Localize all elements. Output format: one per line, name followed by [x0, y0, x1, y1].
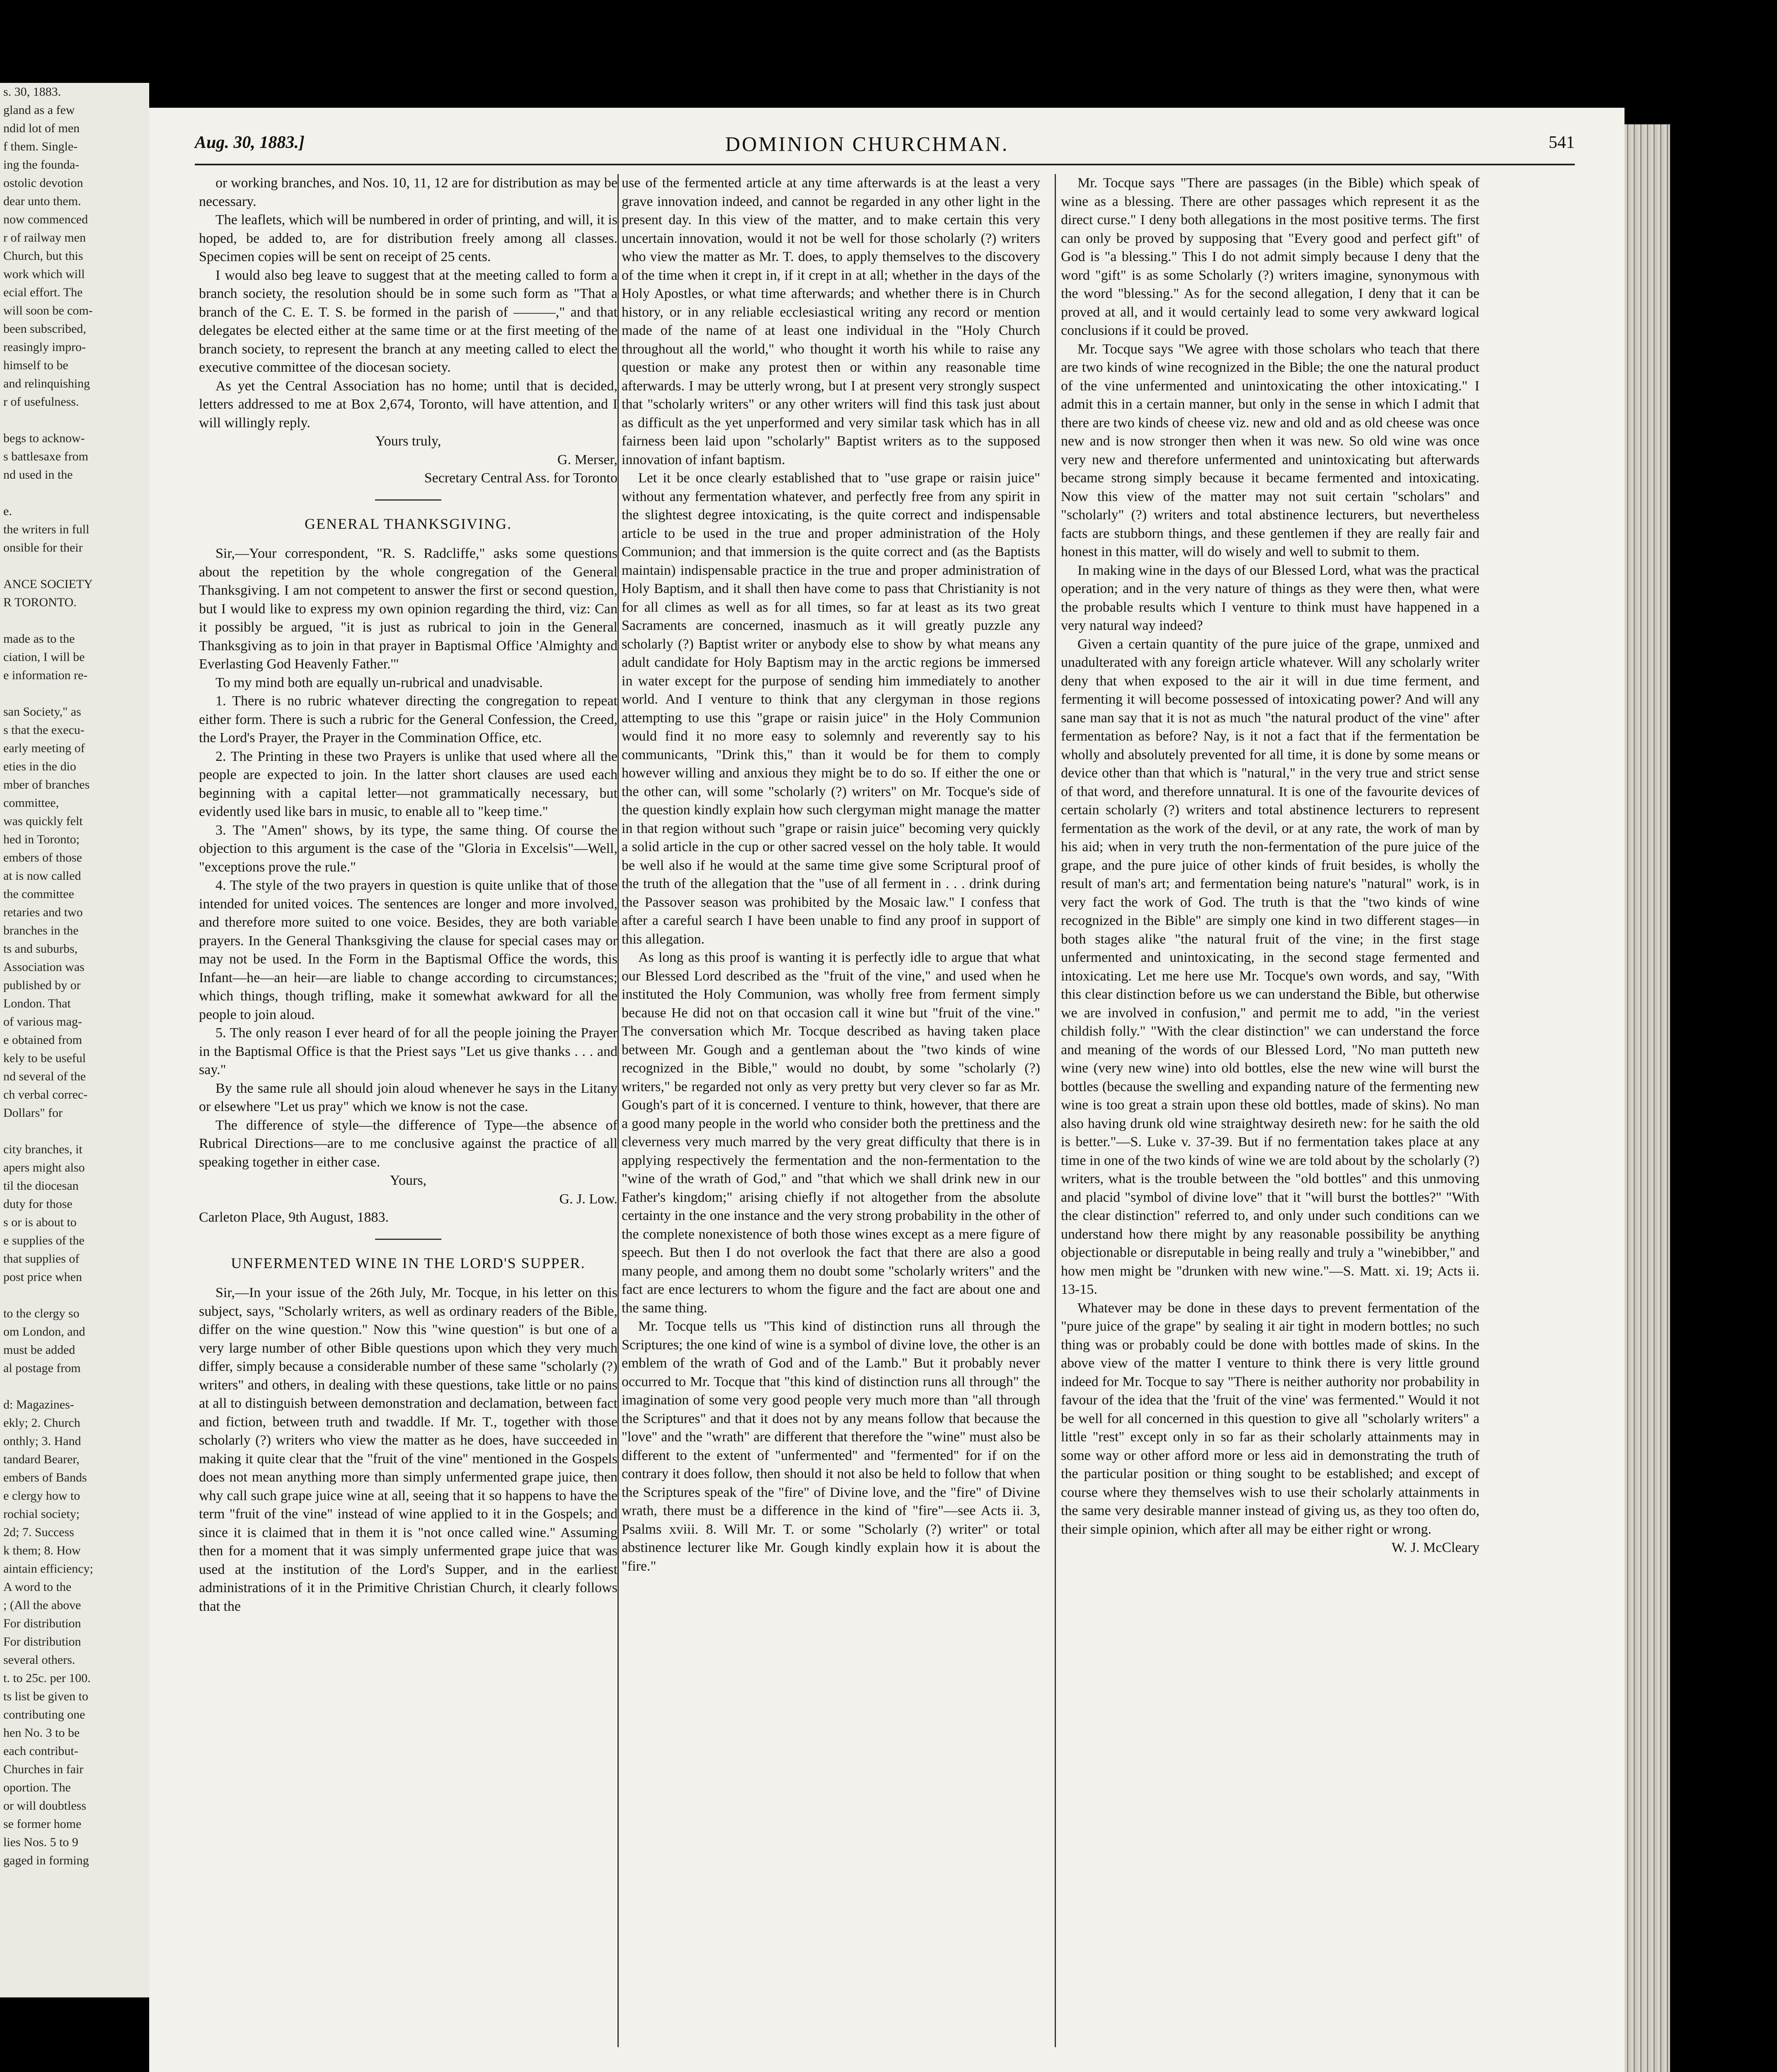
paragraph: Mr. Tocque tells us "This kind of distinction runs all through the Scriptures; the one kind of wine is a symbol of divine love, the other is an emblem of the wrath of God and of the Lamb." But it probably never occurred to Mr. Tocque that "this kind of distinction runs all through" the imagination of some very good people very much more than "all through the Scriptures" and that it does not by any means follow that because the "love" and the "wrath" are different that therefore the "wine" must also be different to the extent of "unfermented" and "fermented" for if on the contrary it does follow, then should it not also be held to follow that when the Scriptures speak of the "fire" of Divine love, and the "fire" of Divine wrath, there must be a difference in the kind of "fire"—see Acts ii. 3, Psalms xviii. 8. Will Mr. T. or some "Scholarly (?) writer" or total abstinence lecturer like Mr. Gough kindly explain how it is about the "fire." — [622, 1319, 1040, 1574]
gutter-text-line: mber of branches — [3, 778, 90, 792]
gutter-text-line: e obtained from — [3, 1033, 82, 1047]
gutter-text-line — [3, 557, 149, 575]
paragraph: The difference of style—the difference of Type—the absence of Rubrical Directions—are to me conclusive against the practice of all speaking together in either case. — [199, 1117, 617, 1170]
page-header — [195, 128, 1575, 162]
gutter-text-line: Churches in fair — [3, 1762, 84, 1776]
paragraph: 2. The Printing in these two Prayers is unlike that used where all the people are expected to join. In the latter short clauses are used each beginning with a capital letter—not grammatically necessary, but evidently used like bars in music, to enable all to "keep time." — [199, 748, 617, 819]
gutter-text-line: e supplies of the — [3, 1234, 85, 1247]
signature: W. J. McCleary — [1391, 1540, 1479, 1555]
gutter-text-line: must be added — [3, 1343, 75, 1357]
facing-page-gutter — [0, 83, 149, 1997]
gutter-text-line: dear unto them. — [3, 194, 81, 208]
gutter-text-line: London. That — [3, 997, 71, 1010]
column-divider — [617, 174, 619, 2047]
column-3 — [1061, 174, 1479, 1557]
paragraph: Given a certain quantity of the pure juice of the grape, unmixed and unadulterated with any foreign article whatever. Will any scholarly writer deny that when exposed to the air it will in due time ferment, and fermenting it will become possessed of intoxicating power? And will any sane man say that it is not as much "the natural product of the vine" after fermentation as before? Nay, is it not a fact that if the fermentation be wholly and absolutely prevented for all time, it is done by some means or device other than that which is "natural," in the very true and strict sense of that word, and therefore unnatural. It is one of the favourite devices of certain scholarly (?) writers and total abstinence lecturers to represent fermentation as the work of the devil, or at any rate, the work of man by his aid; when in very truth the non-fermentation of the pure juice of the grape, and the pure juice of other kinds of fruit besides, is wholly the result of man's art; and fermentation being nature's "natural" work, is in very fact the work of God. The truth is that the "two kinds of wine recognized in the Bible" are simply one kind in two different stages—in both stages alike "the natural fruit of the vine; in the first stage unfermented and unintoxicating, in the second stage fermented and intoxicating. Let me here use Mr. Tocque's own words, and say, "With this clear distinction before us we can understand the Bible, but otherwise we are involved in confusion," and permit me to add, "in the veriest childish folly." "With the clear distinction" we can understand the force and meaning of the words of our Blessed Lord, "No man putteth new wine (very new wine) into old bottles, else the new wine will burst the bottles (because the swelling and expanding nature of the fermenting new wine is too great a strain upon these old bottles, made of skins). No man also having drunk old wine straightway desireth new: for he saith the old is better."—S. Luke v. 37-39. But if no fermentation takes place at any time in one of the two kinds of wine we are told about by the scholarly (?) writers, what is the trouble between the "old bottles" and this unmoving and placid "symbol of divine love" that it "will burst the bottles?" "With the clear distinction" referred to, and only under such conditions can we understand how there might by any reasonable possibility be anything objectionable or disreputable in being really and truly a "winebibber," and how men might be "drunken with new wine."—S. Matt. xi. 19; Acts ii. 13-15. — [1061, 636, 1479, 1297]
paragraph: 5. The only reason I ever heard of for all the people joining the Prayer in the Baptismal Office is that the Priest says "Let us give thanks . . . and say." — [199, 1025, 617, 1077]
section-heading: UNFERMENTED WINE IN THE LORD'S SUPPER. — [231, 1254, 586, 1271]
gutter-text-line: san Society," as — [3, 705, 81, 719]
gutter-text-line: reasingly impro- — [3, 340, 86, 354]
gutter-text-line: R TORONTO. — [3, 595, 77, 609]
gutter-text-line: several others. — [3, 1653, 75, 1667]
gutter-text-line — [3, 612, 149, 630]
closing: Yours, — [390, 1173, 427, 1188]
gutter-text-line: now commenced — [3, 213, 88, 226]
gutter-text-line — [3, 1286, 149, 1305]
header-date: Aug. 30, 1883.] — [195, 133, 305, 152]
gutter-text-line: begs to acknow- — [3, 431, 85, 445]
signature: Secretary Central Ass. for Toronto — [424, 470, 617, 486]
signature: G. Merser, — [557, 452, 617, 467]
paragraph: By the same rule all should join aloud whenever he says in the Litany or elsewhere "Let us pray" which we know is not the case. — [199, 1080, 617, 1114]
gutter-text-line: ANCE SOCIETY — [3, 577, 93, 591]
gutter-text-line: ndid lot of men — [3, 121, 80, 135]
gutter-text-line: gaged in forming — [3, 1854, 89, 1867]
gutter-text-line: nd used in the — [3, 468, 73, 482]
gutter-text-line: al postage from — [3, 1361, 81, 1375]
paragraph: Mr. Tocque says "We agree with those scholars who teach that there are two kinds of wine recognized in the Bible; the one the natural product of the vine unfermented and unintoxicating the other intoxicating." I admit this in a certain manner, but only in the sense in which I admit that there are two kinds of cheese viz. new and old and as old cheese was once new and is now stronger then when it was new. So old wine was once very new and therefore unfermented and unintoxicating but afterwards became strong simply because it became fermented and intoxicating. Now this view of the matter may not suit certain "scholars" and "scholarly" (?) writers and total abstinence lecturers, but nevertheless facts are stubborn things, and these gentlemen if they are really fair and honest in this matter, will do wisely and well to submit to them. — [1061, 341, 1479, 559]
gutter-text-line: himself to be — [3, 358, 68, 372]
gutter-text-line: work which will — [3, 267, 85, 281]
gutter-text-line: hed in Toronto; — [3, 833, 80, 846]
gutter-text-line: gland as a few — [3, 103, 75, 117]
paragraph: Sir,—In your issue of the 26th July, Mr. Tocque, in his letter on this subject, says, "Scholarly writers, as well as ordinary readers of the Bible, differ on the wine question." Now this "wine question" is but one of a very large number of other Bible questions upon which they very much differ, simply because a considerable number of these same "scholarly (?) writers" and others, in dealing with these questions, take little or no pains at all to distinguish between demonstration and declamation, between fact and fiction, between truth and twaddle. If Mr. T., together with those scholarly (?) writers who view the matter as he does, have succeeded in making it quite clear that the "fruit of the vine" mentioned in the Gospels does not mean anything more than simply unfermented grape juice, then why call such grape juice wine at all, seeing that it so happens to have the term "fruit of the vine" instead of wine applied to it in the Gospels; and since it is claimed that in them it is "not once called wine." Assuming then for a moment that it was simply unfermented grape juice that was used at the institution of the Lord's Supper, and in the earliest administrations of it in the Primitive Christian Church, it clearly follows that the — [199, 1285, 617, 1614]
gutter-text-line: ch verbal correc- — [3, 1088, 88, 1101]
paragraph: 4. The style of the two prayers in question is quite unlike that of those intended for united voices. The sentences are longer and more involved, and therefore more suited to one voice. Besides, they are both variable prayers. In the General Thanksgiving the clause for special cases may or may not be used. In the Form in the Baptismal Office the words, this Infant—he—an heir—are liable to change according to circumstances; which things, though trifling, make it somewhat awkward for all the people to join aloud. — [199, 878, 617, 1022]
gutter-text-line: Dollars" for — [3, 1106, 63, 1120]
gutter-text-line: published by or — [3, 978, 81, 992]
gutter-text-line: at is now called — [3, 869, 81, 883]
paragraph: I would also beg leave to suggest that at the meeting called to form a branch society, the resolution should be in some such form as "That a branch of the C. E. T. S. be formed in the parish of ———," and that delegates be elected either at the same time or at the first meeting of the branch society, to represent the branch at any meeting called to elect the executive committee of the diocesan society. — [199, 267, 617, 375]
gutter-text-line: aintain efficiency; — [3, 1562, 93, 1576]
gutter-text-line — [3, 484, 149, 502]
gutter-text-line: s battlesaxe from — [3, 450, 88, 463]
gutter-text-line: 2d; 7. Success — [3, 1525, 74, 1539]
gutter-text-line: apers might also — [3, 1161, 85, 1174]
gutter-text-line: the committee — [3, 887, 74, 901]
gutter-text-line: ekly; 2. Church — [3, 1416, 80, 1430]
paragraph: To my mind both are equally un-rubrical and unadvisable. — [215, 675, 543, 690]
gutter-text-line: ts and suburbs, — [3, 942, 78, 956]
gutter-text-line — [3, 1122, 149, 1140]
gutter-text-line: lies Nos. 5 to 9 — [3, 1835, 78, 1849]
section-rule — [375, 1239, 441, 1240]
gutter-text-line: that supplies of — [3, 1252, 80, 1266]
gutter-text-line: s. 30, 1883. — [3, 85, 61, 99]
gutter-text-line: Association was — [3, 960, 85, 974]
gutter-text-line: was quickly felt — [3, 814, 83, 828]
gutter-text-line: early meeting of — [3, 741, 85, 755]
gutter-text-line: f them. Single- — [3, 140, 78, 153]
gutter-text-line: om London, and — [3, 1325, 85, 1339]
gutter-text-line: ts list be given to — [3, 1690, 88, 1703]
page-number: 541 — [1549, 133, 1575, 152]
gutter-text-line: ciation, I will be — [3, 650, 85, 664]
gutter-text-line: se former home — [3, 1817, 82, 1831]
gutter-text-line: d: Magazines- — [3, 1398, 74, 1411]
gutter-text-line: of various mag- — [3, 1015, 82, 1029]
paragraph: Carleton Place, 9th August, 1883. — [199, 1210, 389, 1225]
gutter-text-line: will soon be com- — [3, 304, 93, 317]
gutter-text-line — [3, 411, 149, 429]
gutter-text-line: each contribut- — [3, 1744, 78, 1758]
gutter-text-line: kely to be useful — [3, 1051, 86, 1065]
gutter-text-line: contributing one — [3, 1708, 85, 1721]
gutter-text-line: onsible for their — [3, 541, 83, 554]
gutter-text-line: eties in the dio — [3, 760, 76, 773]
paragraph: 1. There is no rubric whatever directing the congregation to repeat either form. There is such a rubric for the General Confession, the Creed, the Lord's Prayer, the Prayer in the Commination Office, etc. — [199, 693, 617, 746]
column-divider — [1055, 174, 1056, 2047]
paragraph: In making wine in the days of our Blessed Lord, what was the practical operation; and in the very nature of things as they were then, what were the probable results which I venture to think must have happened in a very natural way indeed? — [1061, 562, 1479, 633]
gutter-text-line: duty for those — [3, 1197, 73, 1211]
gutter-text-line: branches in the — [3, 924, 79, 937]
gutter-text-line: r of railway men — [3, 231, 86, 244]
gutter-text-line: ; (All the above — [3, 1598, 81, 1612]
gutter-text-line: s that the execu- — [3, 723, 85, 737]
gutter-text-line: to the clergy so — [3, 1307, 80, 1320]
gutter-text-line: For distribution — [3, 1635, 81, 1648]
gutter-text-line: r of usefulness. — [3, 395, 79, 409]
paragraph: As long as this proof is wanting it is perfectly idle to argue that what our Blessed Lord described as the "fruit of the vine," and used when he instituted the Holy Communion, was wholly free from ferment simply because He did not on that occasion call it wine but "fruit of the vine." The conversation which Mr. Tocque described as having taken place between Mr. Gough and a gentleman about the "two kinds of wine recognized in the Bible," would no doubt, by some "scholarly (?) writers," be regarded not only as very pretty but very clever so far as Mr. Gough's part of it is concerned. I venture to think, however, that there are a good many people in the world who consider both the prettiness and the cleverness very much marred by the very great difficulty that there is in applying respectively the fermentation and the non-fermentation to the "wine of the wrath of God," and "that which we shall drink new in our Father's kingdom;" arising chiefly if not altogether from the absolute certainty in the one instance and the very strong probability in the other of the complete nonexistence of both those wines except as a mere figure of speech. But then I do not overlook the fact that there are also a good many people, and among them no doubt some "scholarly writers" and the fact are ence lecturers to whom the figure and the fact are about one and the same thing. — [622, 950, 1040, 1316]
gutter-text-line: For distribution — [3, 1617, 81, 1630]
paragraph: Mr. Tocque says "There are passages (in the Bible) which speak of wine as a blessing. There are other passages which represent it as the direct curse." I deny both allegations in the most positive terms. The first can only be proved by supposing that "Every good and perfect gift" of God is "a blessing." This I do not admit simply because I deny that the word "gift" is as some Scholarly (?) writers imagine, synonymous with the word "blessing." As for the second allegation, I deny that it can be proved at all, and it would certainly lead to some very awkward logical conclusions if it could be proved. — [1061, 175, 1479, 338]
column-1 — [199, 174, 617, 1616]
gutter-text-line: nd several of the — [3, 1070, 86, 1083]
gutter-text-line: rochial society; — [3, 1507, 80, 1521]
paragraph: Let it be once clearly established that to "use grape or raisin juice" without any fermentation whatever, and perfectly free from any spirit in the slightest degree intoxicating, is the quite correct and indispensable article to be used in the true and proper administration of the Holy Communion; and that immersion is the quite correct and (as the Baptists maintain) indispensable practice in the true and proper administration of Holy Baptism, and it shall then have come to pass that Christianity is not for all climes as well as for all times, so far at least as its two great Sacraments are concerned, inasmuch as it will greatly puzzle any scholarly (?) Baptist writer or anybody else to show by what means any adult candidate for Holy Baptism may in the arctic regions be immersed in water except for the purpose of sending him immediately to another world. And I venture to think that any clergyman in those regions attempting to use this "grape or raisin juice" in the Holy Communion would find it no more easy to solemnly and reverently say to his communicants, "Drink this," than it would be for them to comply however willing and anxious they might be to do so. If either the one or the other can, will some "scholarly (?) writers" on Mr. Tocque's side of the question kindly explain how such clergyman might manage the matter in that region without such "grape or raisin juice" becoming very quickly a solid article in the cup or other sacred vessel on the holy table. It would be well also if he would at the same time give some Scriptural proof of the truth of the allegation that the "use of all ferment in . . . drink during the Passover season was prohibited by the Mosaic law." I confess that after a careful search I have been unable to find any proof in support of this allegation. — [622, 470, 1040, 947]
newspaper-title: DOMINION CHURCHMAN. — [725, 132, 1009, 155]
paragraph: use of the fermented article at any time afterwards is at the least a very grave innovation indeed, and cannot be regarded in any other light in the present day. In this view of the matter, and to make certain this very uncertain innovation, would it not be well for those scholarly (?) writers who view the matter as Mr. T. does, to apply themselves to the discovery of the time when it crept in, if it crept in at all; whether in the days of the Holy Apostles, or what time afterwards; and whether there is in Church history, or in any reliable ecclesiastical writing any record or mention made of the name of at least one individual in the "Holy Church throughout all the world," who thought it worth his while to raise any question or make any protest then or within any reasonable time afterwards. I may be utterly wrong, but I at present very strongly suspect that "scholarly writers" or any other writers will find this task just about as difficult as the yet unperformed and very similar task which has in all fairness been laid upon "scholarly" Baptist writers as to the supposed innovation of infant baptism. — [622, 175, 1040, 467]
gutter-text-line: the writers in full — [3, 523, 90, 536]
gutter-text-line: t. to 25c. per 100. — [3, 1671, 91, 1685]
gutter-text-line: or will doubtless — [3, 1799, 86, 1813]
gutter-text-line: and relinquishing — [3, 377, 90, 390]
gutter-text-line: been subscribed, — [3, 322, 86, 336]
gutter-text-line: ostolic devotion — [3, 176, 83, 190]
paragraph: 3. The "Amen" shows, by its type, the same thing. Of course the objection to this argument is the case of the "Gloria in Excelsis"—Well, "exceptions prove the rule." — [199, 822, 617, 875]
gutter-text-line: e. — [3, 504, 12, 518]
signature: G. J. Low. — [559, 1191, 617, 1207]
gutter-text-line — [3, 685, 149, 703]
column-2 — [622, 174, 1040, 1576]
gutter-text-line: e clergy how to — [3, 1489, 80, 1503]
gutter-text-line: embers of those — [3, 851, 82, 864]
gutter-text-line: k them; 8. How — [3, 1544, 81, 1557]
gutter-text-line: embers of Bands — [3, 1471, 87, 1484]
section-heading: GENERAL THANKSGIVING. — [305, 515, 512, 532]
gutter-text-line: s or is about to — [3, 1215, 77, 1229]
section-rule — [375, 499, 441, 501]
gutter-text-line: e information re- — [3, 668, 88, 682]
paragraph: or working branches, and Nos. 10, 11, 12 are for distribution as may be necessary. — [199, 175, 617, 209]
book-page-edges — [1624, 124, 1670, 2072]
gutter-text-line: onthly; 3. Hand — [3, 1434, 81, 1448]
paragraph: As yet the Central Association has no home; until that is decided, letters addressed to me at Box 2,674, Toronto, will have attention, and I will willingly reply. — [199, 378, 617, 431]
paragraph: Sir,—Your correspondent, "R. S. Radcliffe," asks some questions about the repetition by the whole congregation of the General Thanksgiving. I am not competent to answer the first or second question, but I would like to express my own opinion regarding the third, viz: Can it possibly be argued, "it is just as rubrical to join in the General Thanksgiving as to join in that prayer in Baptismal Office 'Almighty and Everlasting God Heavenly Father.'" — [199, 546, 617, 672]
gutter-text-line: hen No. 3 to be — [3, 1726, 80, 1740]
gutter-text-line: city branches, it — [3, 1143, 82, 1156]
gutter-text-line: tandard Bearer, — [3, 1452, 80, 1466]
gutter-text-line: A word to the — [3, 1580, 72, 1594]
gutter-text-line: retaries and two — [3, 905, 83, 919]
header-rule — [195, 164, 1575, 165]
paragraph: Whatever may be done in these days to prevent fermentation of the "pure juice of the grape" by sealing it air tight in modern bottles; no such thing was or probably could be done with bottles made of skins. In the above view of the matter I venture to think there is very little ground indeed for Mr. Tocque to say "There is neither authority nor probability in favour of the idea that the 'fruit of the vine' was fermented." Would it not be well for all concerned in this question to give all "scholarly writers" a little "rest" except only in so far as their scholarly attainments may in some way or other afford more or less aid in demonstrating the truth of the particular position or thing sought to be established; and except of course where they themselves wish to use their scholarly attainments in the same very desirable manner instead of giving us, as they too often do, their simple opinion, which after all may be either right or wrong. — [1061, 1300, 1479, 1537]
gutter-text-line: made as to the — [3, 632, 75, 646]
gutter-text-line — [3, 1377, 149, 1396]
gutter-text-line: oportion. The — [3, 1781, 71, 1794]
gutter-text-line: post price when — [3, 1270, 82, 1284]
paragraph: The leaflets, which will be numbered in order of printing, and will, it is hoped, be added to, are for distribution freely among all classes. Specimen copies will be sent on receipt of 25 cents. — [199, 212, 617, 264]
gutter-text-line: Church, but this — [3, 249, 83, 263]
gutter-text-line: committee, — [3, 796, 59, 810]
gutter-text-line: ecial effort. The — [3, 286, 83, 299]
closing: Yours truly, — [375, 433, 441, 449]
gutter-text-line: ing the founda- — [3, 158, 80, 172]
gutter-text-line: til the diocesan — [3, 1179, 79, 1193]
